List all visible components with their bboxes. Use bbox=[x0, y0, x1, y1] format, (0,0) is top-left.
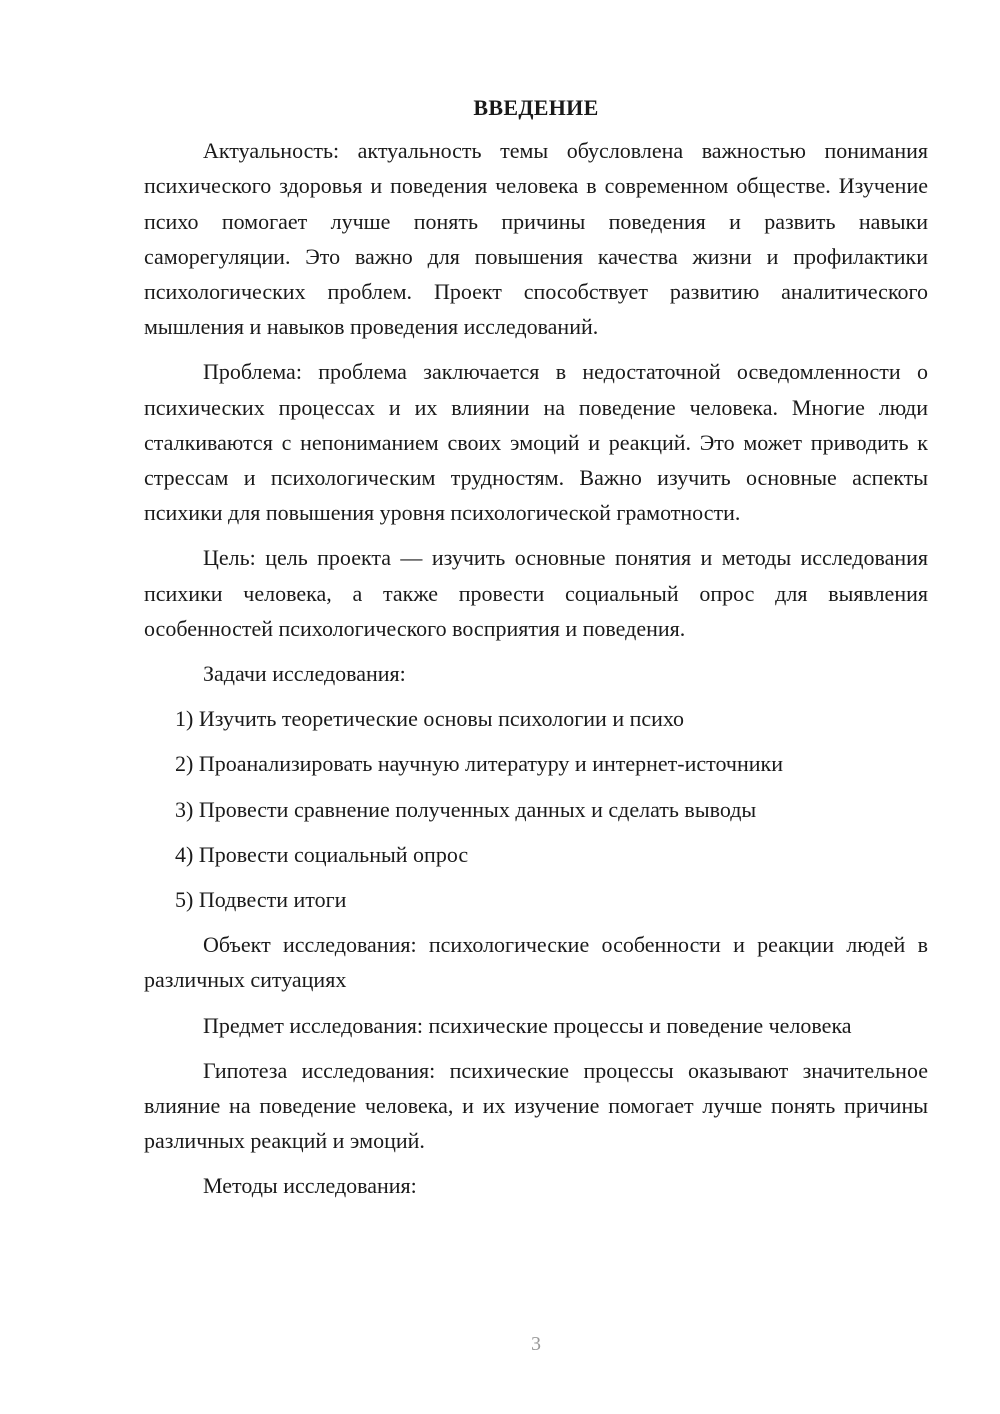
relevance-paragraph: Актуальность: актуальность темы обусловлена важностью понимания психического здоровья и поведения человека в современном обществе. Изучение психо помогает лучше понять причины поведения и развить навыки саморегуляции. Это важно для повышения качества жизни и профилактики психологических проблем. Проект способствует развитию аналитического мышления и навыков проведения исследований. bbox=[144, 138, 928, 340]
subject-paragraph: Предмет исследования: психические процессы и поведение человека bbox=[203, 1012, 852, 1038]
methods-heading: Методы исследования: bbox=[203, 1173, 417, 1199]
task-item-1: 1) Изучить теоретические основы психологии и психо bbox=[175, 706, 685, 732]
task-item-5: 5) Подвести итоги bbox=[175, 887, 347, 913]
hypothesis-paragraph: Гипотеза исследования: психические процессы оказывают значительное влияние на поведение человека, и их изучение помогает лучше понять причины различных реакций и эмоций. bbox=[144, 1057, 928, 1154]
goal-paragraph: Цель: цель проекта — изучить основные понятия и методы исследования психики человека, а также провести социальный опрос для выявления особенностей психологического восприятия и поведения. bbox=[144, 545, 928, 641]
task-item-2: 2) Проанализировать научную литературу и интернет-источники bbox=[175, 751, 783, 777]
object-paragraph: Объект исследования: психологические особенности и реакции людей в различных ситуациях bbox=[144, 932, 928, 993]
task-item-4: 4) Провести социальный опрос bbox=[175, 841, 469, 867]
tasks-list bbox=[144, 701, 928, 917]
task-item-3: 3) Провести сравнение полученных данных и сделать выводы bbox=[175, 796, 757, 822]
problem-paragraph: Проблема: проблема заключается в недостаточной осведомленности о психических процессах и их влиянии на поведение человека. Многие люди сталкиваются с непониманием своих эмоций и реакций. Это может приводить к стрессам и психологическим трудностям. Важно изучить основные аспекты психики для повышения уровня психологической грамотности. bbox=[144, 359, 928, 526]
page-content bbox=[144, 90, 928, 1214]
page-title: ВВЕДЕНИЕ bbox=[473, 95, 599, 120]
tasks-heading: Задачи исследования: bbox=[203, 661, 406, 687]
page-number: 3 bbox=[531, 1333, 541, 1355]
